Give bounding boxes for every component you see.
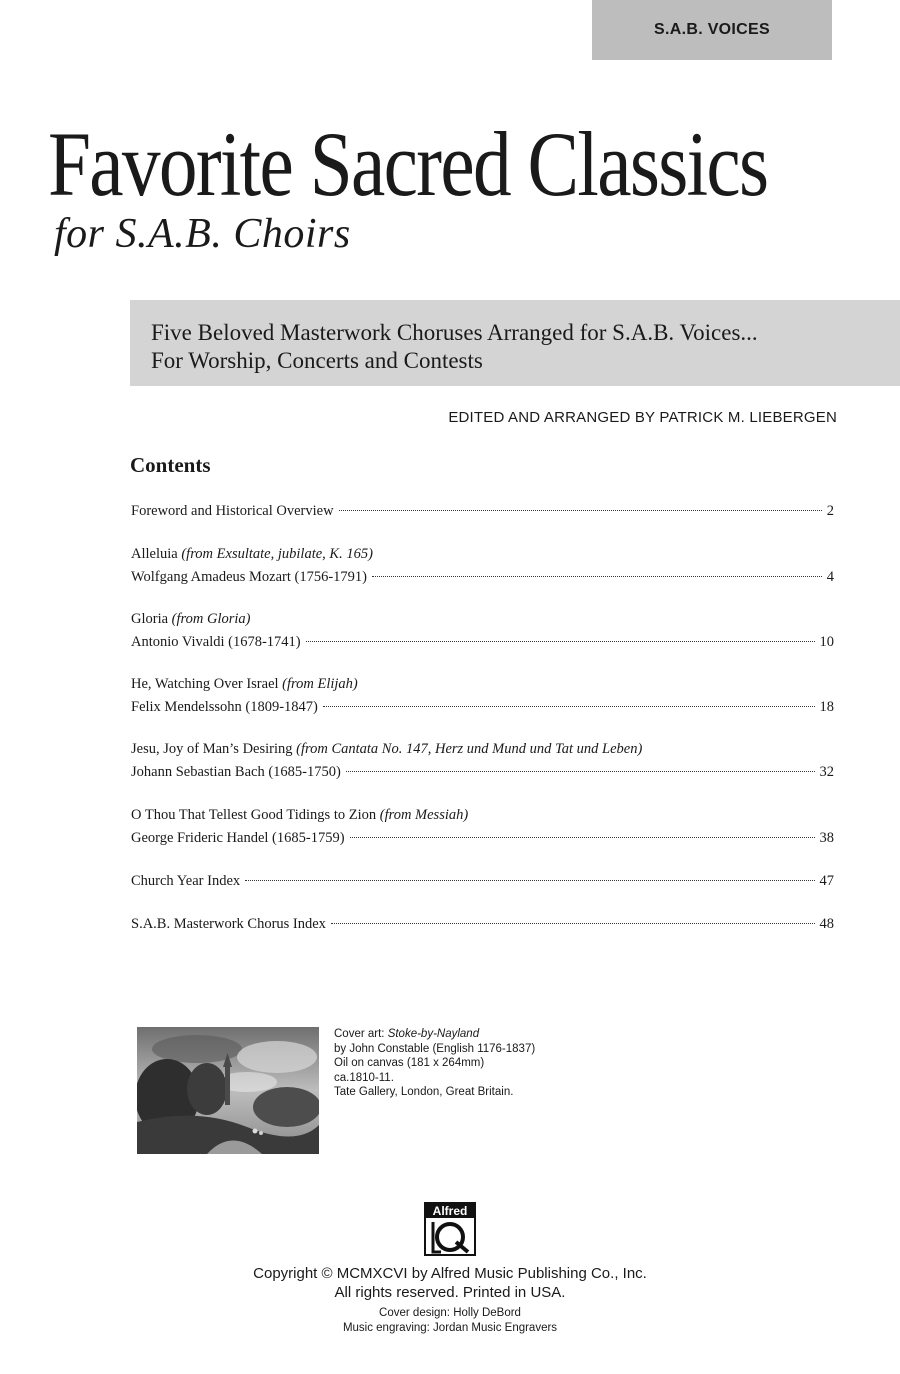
toc-source: (from Gloria) (171, 611, 251, 627)
toc-entry (131, 914, 834, 934)
toc-work-title (131, 805, 834, 825)
toc-row (131, 914, 834, 934)
cover-art-credit (334, 1027, 535, 1100)
cover-art-line: Oil on canvas (181 x 264mm) (334, 1057, 485, 1069)
toc-title: O Thou That Tellest Good Tidings to Zion (131, 807, 377, 823)
contents-heading: Contents (130, 453, 211, 477)
toc-page-number: 48 (819, 916, 834, 932)
toc-row (131, 697, 834, 717)
toc-leader-dots (372, 576, 822, 577)
alfred-logo (424, 1202, 476, 1256)
toc-row (131, 828, 834, 848)
toc-leader-dots (331, 923, 815, 924)
toc-work-title (131, 674, 834, 694)
toc-row (131, 567, 834, 587)
toc-title: Alleluia (131, 546, 178, 562)
toc-label: Church Year Index (131, 873, 241, 889)
toc-leader-dots (306, 641, 815, 642)
toc-leader-dots (245, 880, 814, 881)
toc-source: (from Elijah) (282, 676, 358, 692)
banner-line-1: Five Beloved Masterwork Choruses Arranged for S.A.B. Voices... (151, 320, 758, 345)
toc-page-number: 4 (826, 569, 834, 585)
toc-label: Felix Mendelssohn (1809-1847) (131, 699, 318, 715)
toc-entry (131, 674, 834, 717)
toc-page-number: 38 (819, 830, 834, 846)
alfred-logo-text: Alfred (432, 1204, 468, 1218)
toc-page-number: 32 (819, 764, 834, 780)
toc-source: (from Exsultate, jubilate, K. 165) (181, 546, 373, 562)
cover-art-title-line (334, 1027, 535, 1042)
banner-line-2: For Worship, Concerts and Contests (151, 348, 483, 373)
toc-leader-dots (339, 510, 822, 511)
copyright-notice: Copyright © MCMXCVI by Alfred Music Publishing Co., Inc. (253, 1265, 647, 1282)
cover-art-prefix: Cover art: (334, 1028, 388, 1040)
toc-work-title (131, 739, 834, 759)
toc-title: Gloria (131, 611, 169, 627)
toc-label: S.A.B. Masterwork Chorus Index (131, 916, 326, 932)
description-banner (130, 300, 900, 386)
toc-leader-dots (350, 837, 815, 838)
cover-art-line: by John Constable (English 1176-1837) (334, 1042, 536, 1055)
toc-label: Wolfgang Amadeus Mozart (1756-1791) (131, 569, 368, 585)
toc-entry (131, 739, 834, 782)
toc-entry (131, 805, 834, 848)
toc-source: (from Cantata No. 147, Herz und Mund und Tat und Leben) (296, 741, 643, 757)
voice-tab: S.A.B. VOICES (592, 0, 832, 60)
rights-notice: All rights reserved. Printed in USA. (334, 1284, 566, 1301)
toc-leader-dots (346, 771, 815, 772)
page-title: Favorite Sacred Classics (48, 113, 768, 215)
cover-design-credit: Cover design: Holly DeBord (379, 1307, 521, 1319)
page-subtitle: for S.A.B. Choirs (54, 211, 351, 257)
engraving-credit: Music engraving: Jordan Music Engravers (342, 1322, 558, 1334)
toc-entry (131, 501, 834, 521)
toc-page-number: 10 (819, 634, 834, 650)
toc-title: Jesu, Joy of Man’s Desiring (131, 741, 293, 757)
cover-art-line: ca.1810-11. (334, 1071, 394, 1084)
toc-label: Johann Sebastian Bach (1685-1750) (131, 764, 341, 780)
toc-entry (131, 544, 834, 587)
toc-entry (131, 609, 834, 652)
toc-page-number: 2 (826, 503, 834, 519)
toc-row (131, 632, 834, 652)
toc-row (131, 871, 834, 891)
editor-credit: EDITED AND ARRANGED BY PATRICK M. LIEBERGEN (448, 409, 837, 426)
cover-art-line: Tate Gallery, London, Great Britain. (334, 1086, 514, 1098)
toc-entry (131, 871, 834, 891)
cover-art-image (137, 1027, 319, 1154)
toc-work-title (131, 544, 834, 564)
toc-work-title (131, 609, 834, 629)
cover-art-title: Stoke-by-Nayland (387, 1028, 480, 1040)
toc-label: Foreword and Historical Overview (131, 503, 334, 519)
toc-label: Antonio Vivaldi (1678-1741) (131, 634, 301, 650)
toc-row (131, 501, 834, 521)
toc-page-number: 18 (819, 699, 834, 715)
toc-label: George Frideric Handel (1685-1759) (131, 830, 345, 846)
toc-page-number: 47 (819, 873, 834, 889)
toc-row (131, 762, 834, 782)
toc-title: He, Watching Over Israel (131, 676, 279, 692)
toc-leader-dots (323, 706, 815, 707)
toc-source: (from Messiah) (379, 807, 469, 823)
